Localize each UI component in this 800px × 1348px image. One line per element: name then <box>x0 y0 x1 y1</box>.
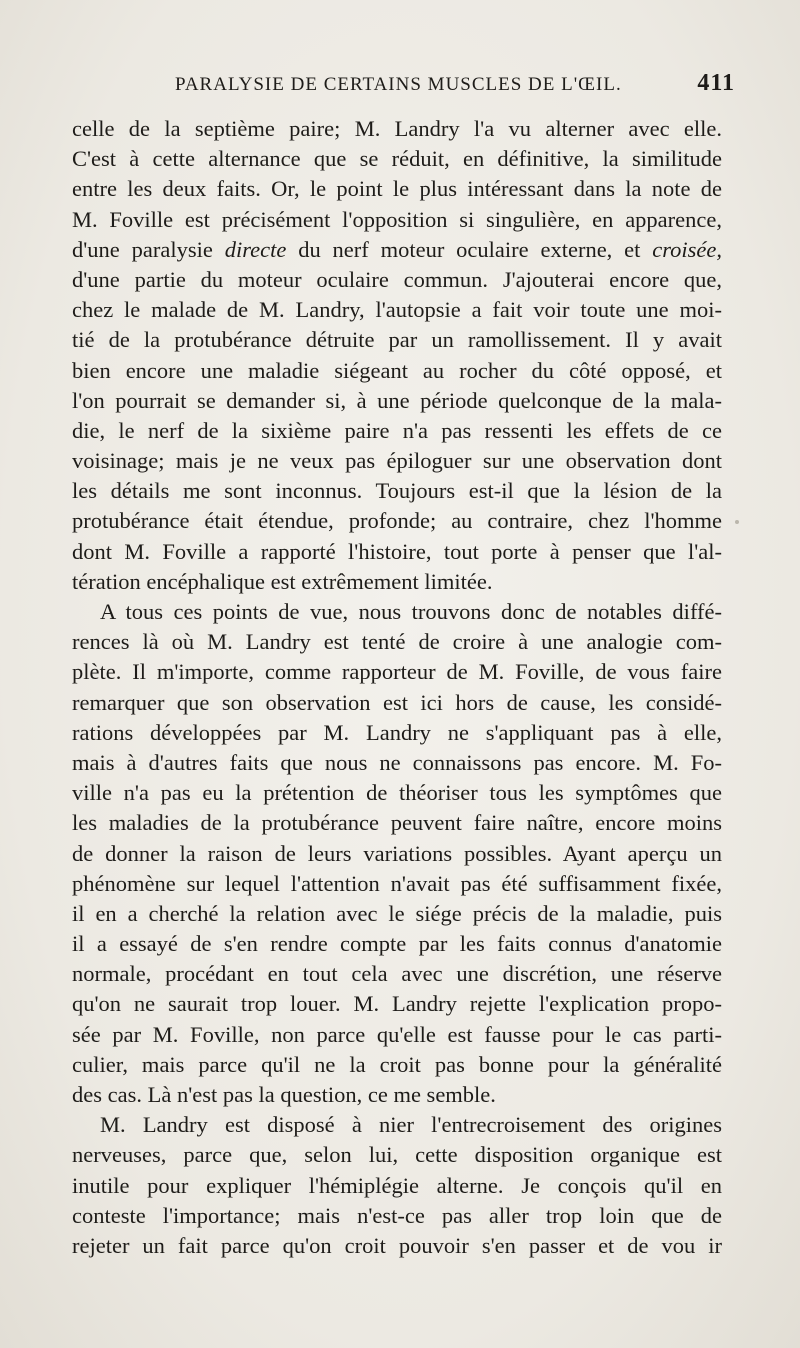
text-line: M. Foville est précisément l'opposition si singulière, en apparence, <box>72 206 722 232</box>
text-line: normale, procédant en tout cela avec une discrétion, une réserve <box>72 961 722 987</box>
text-line: remarquer que son observation est ici hors de cause, les considé- <box>72 689 722 715</box>
running-title: PARALYSIE DE CERTAINS MUSCLES DE L'ŒIL. <box>175 74 622 95</box>
text-line: ville n'a pas eu la prétention de théoriser tous les symptômes que <box>72 780 722 806</box>
text-line: tération encéphalique est extrêmement limitée. <box>72 568 493 594</box>
text-line: plète. Il m'importe, comme rapporteur de M. Foville, de vous faire <box>72 659 722 685</box>
text-line: dont M. Foville a rapporté l'histoire, tout porte à penser que l'al- <box>72 538 722 564</box>
text-line: il en a cherché la relation avec le siége précis de la maladie, puis <box>72 900 722 926</box>
text-line: voisinage; mais je ne veux pas épiloguer sur une observation dont <box>72 448 722 474</box>
text-line: l'on pourrait se demander si, à une période quelconque de la mala- <box>72 387 722 413</box>
text-line: phénomène sur lequel l'attention n'avait pas été suffisamment fixée, <box>72 870 722 896</box>
text-line: die, le nerf de la sixième paire n'a pas ressenti les effets de ce <box>72 417 722 443</box>
text-line: d'une partie du moteur oculaire commun. J'ajouterai encore que, <box>72 266 722 292</box>
text-line: sée par M. Foville, non parce qu'elle est fausse pour le cas parti- <box>72 1021 722 1047</box>
body-text <box>72 114 722 1261</box>
text-line: conteste l'importance; mais n'est-ce pas aller trop loin que de <box>72 1202 722 1228</box>
text-line: mais à d'autres faits que nous ne connaissons pas encore. M. Fo- <box>72 749 722 775</box>
page-header <box>175 70 735 104</box>
text-line: celle de la septième paire; M. Landry l'a vu alterner avec elle. <box>72 116 722 141</box>
text-line: rences là où M. Landry est tenté de croire à une analogie com- <box>72 629 722 655</box>
text-line: rejeter un fait parce qu'on croit pouvoir s'en passer et de vou ir <box>72 1232 722 1258</box>
text-line: tié de la protubérance détruite par un ramollissement. Il y avait <box>72 327 722 353</box>
text-line: de donner la raison de leurs variations possibles. Ayant aperçu un <box>72 840 722 866</box>
text-line: les maladies de la protubérance peuvent faire naître, encore moins <box>72 810 722 836</box>
text-line: inutile pour expliquer l'hémiplégie alterne. Je conçois qu'il en <box>72 1172 722 1198</box>
text-line: d'une paralysie directe du nerf moteur oculaire externe, et croisée, <box>72 236 722 262</box>
italic-word: croisée, <box>652 236 722 262</box>
text-line: les détails me sont inconnus. Toujours est-il que la lésion de la <box>72 478 722 504</box>
text-line: entre les deux faits. Or, le point le plus intéressant dans la note de <box>72 176 722 202</box>
text-line: bien encore une maladie siégeant au rocher du côté opposé, et <box>72 357 722 383</box>
text-line: qu'on ne saurait trop louer. M. Landry rejette l'explication propo- <box>72 991 722 1017</box>
text-line: des cas. Là n'est pas la question, ce me semble. <box>72 1082 496 1107</box>
text-line: nerveuses, parce que, selon lui, cette disposition organique est <box>72 1142 722 1168</box>
text-line: protubérance était étendue, profonde; au contraire, chez l'homme <box>72 508 722 534</box>
text-line: chez le malade de M. Landry, l'autopsie a fait voir toute une moi- <box>72 297 722 323</box>
text-line: C'est à cette alternance que se réduit, en définitive, la similitude <box>72 146 722 172</box>
paper-stain <box>735 520 739 524</box>
text-line: A tous ces points de vue, nous trouvons donc de notables diffé- <box>100 599 722 624</box>
text-line: rations développées par M. Landry ne s'appliquant pas à elle, <box>72 719 722 745</box>
page-number: 411 <box>697 70 735 96</box>
text-line: M. Landry est disposé à nier l'entrecroisement des origines <box>100 1112 722 1138</box>
text-line: il a essayé de s'en rendre compte par les faits connus d'anatomie <box>72 931 722 957</box>
text-line: culier, mais parce qu'il ne la croit pas bonne pour la généralité <box>72 1051 722 1077</box>
italic-word: directe <box>224 236 287 262</box>
